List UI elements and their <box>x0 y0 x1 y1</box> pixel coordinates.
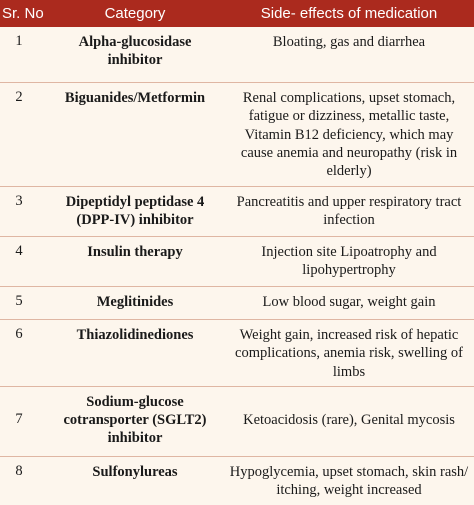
cell-side-effects: Hypoglycemia, upset stomach, skin rash/ itching, weight increased <box>229 464 469 499</box>
cell-category: Thiazolidinediones <box>76 327 194 343</box>
cell-category: Dipeptidyl peptidase 4 (DPP-IV) inhibitor <box>65 194 205 228</box>
cell-sr-no: 4 <box>15 243 23 259</box>
table-row <box>0 27 474 83</box>
table-row <box>0 320 474 387</box>
table-row <box>0 387 474 457</box>
table-row <box>0 237 474 287</box>
cell-sr-no: 7 <box>15 411 23 427</box>
cell-sr-no: 2 <box>15 89 23 105</box>
table-row <box>0 287 474 320</box>
header-side-effects: Side- effects of medication <box>260 5 438 22</box>
cell-sr-no: 6 <box>15 326 23 342</box>
cell-side-effects: Injection site Lipoatrophy and lipohypertrophy <box>261 244 437 279</box>
cell-category: Biguanides/Metformin <box>64 90 206 106</box>
cell-category: Alpha-glucosidase inhibitor <box>78 34 192 68</box>
header-category: Category <box>104 5 166 22</box>
header-sr-no: Sr. No <box>2 5 44 22</box>
cell-side-effects: Ketoacidosis (rare), Genital mycosis <box>243 412 455 428</box>
cell-sr-no: 3 <box>15 193 23 209</box>
cell-side-effects: Low blood sugar, weight gain <box>262 294 436 310</box>
cell-category: Sodium-glucose cotransporter (SGLT2) inhibitor <box>63 394 207 446</box>
cell-category: Meglitinides <box>96 294 174 310</box>
table-header <box>0 0 474 27</box>
cell-side-effects: Bloating, gas and diarrhea <box>272 34 426 50</box>
table-row <box>0 187 474 237</box>
cell-side-effects: Renal complications, upset stomach, fatigue or dizziness, metallic taste, Vitamin B12 deficiency, which may cause anemia and neuropathy (risk in elderly) <box>240 90 458 180</box>
cell-category: Sulfonylureas <box>92 464 178 480</box>
table-row <box>0 457 474 505</box>
cell-category: Insulin therapy <box>87 244 183 260</box>
cell-sr-no: 1 <box>15 33 23 49</box>
cell-side-effects: Pancreatitis and upper respiratory tract infection <box>236 194 462 229</box>
table-row <box>0 83 474 187</box>
cell-side-effects: Weight gain, increased risk of hepatic complications, anemia risk, swelling of limbs <box>235 327 463 380</box>
cell-sr-no: 5 <box>15 293 23 309</box>
cell-sr-no: 8 <box>15 463 23 479</box>
